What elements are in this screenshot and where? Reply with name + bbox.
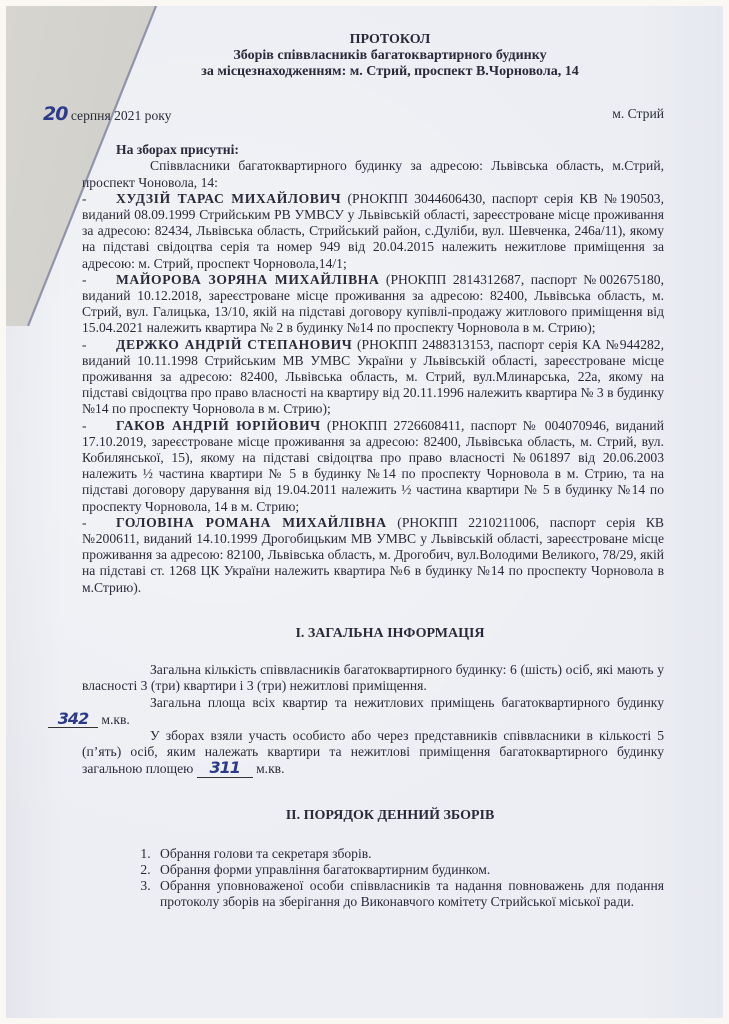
agenda-list	[116, 846, 664, 911]
person-entry	[82, 418, 664, 515]
document-body	[43, 32, 665, 911]
section-2-heading: ІІ. ПОРЯДОК ДЕННИЙ ЗБОРІВ	[285, 807, 495, 823]
agenda-item: 2. Обрання форми управління багатоквартирним будинком.	[154, 862, 664, 878]
person-dash: -	[82, 514, 87, 530]
persons-list	[82, 191, 664, 596]
doc-subtitle-1: Зборів співвласників багатоквартирного будинку	[233, 48, 547, 63]
section-1-paragraph-3	[82, 728, 664, 778]
participants-text: У зборах взяли участь особисто або через представників співвласники в кількості 5 (п’ять) осіб, яким належать квартири та нежитлові приміщення багатоквартирного будинку загальною площею	[82, 727, 664, 777]
section-1-paragraph-2	[57, 694, 664, 728]
person-name: МАЙОРОВА ЗОРЯНА МИХАЙЛІВНА	[116, 271, 380, 287]
participants-area-unit: м.кв.	[256, 761, 285, 777]
person-details: (РНОКПП 3044606430, паспорт серія КВ №190503, виданий 08.09.1999 Стрийським РВ УМВСУ у Львівській області, зареєстроване місце проживання за адресою: 82434, Львівська область, Стрийський район, с.Дуліби, вул. Шевченка, 246а/11), якому на підставі свідоцтва серія та номер 949 від 20.04.2015 належить нежитлове приміщення за адресою: м. Стрий, проспект Чорновола,14/1;	[82, 190, 664, 271]
person-entry	[82, 337, 664, 418]
person-name: ДЕРЖКО АНДРІЙ СТЕПАНОВИЧ	[116, 336, 353, 352]
person-name: ХУДЗІЙ ТАРАС МИХАЙЛОВИЧ	[116, 190, 342, 206]
person-dash: -	[82, 271, 87, 287]
person-details: (РНОКПП 2726608411, паспорт № 004070946, виданий 17.10.2019, зареєстроване місце проживання за адресою: 82400, Львівська область, м. Стрий, вул. Кобилянської, 15), якому на підставі свідоцтва про право власності №061897 від 20.06.2003 належить ½ частина квартири № 5 в будинку №14 по проспекту Чорновола в м. Стрию, та на підставі договору дарування від 19.04.2011 належить ½ частина квартири № 5 в будинку №14 по проспекту Чорновола, 14 в м. Стрию;	[82, 417, 664, 514]
participants-area-value: 311	[197, 760, 253, 777]
person-details: (РНОКПП 2488313153, паспорт серія КА №944282, виданий 10.11.1998 Стрийським МВ УМВС України у Львівській області, зареєстроване місце проживання за адресою: 82400, Львівська область, м. Стрий, вул.Млинарська, 22а, якому на підставі свідоцтва про право власності на квартиру від 20.11.1996 належить квартира № 3 в будинку №14 по проспекту Чорновола в м. Стрию);	[82, 336, 664, 417]
date-city: м. Стрий	[612, 106, 664, 121]
present-heading: На зборах присутні:	[116, 142, 239, 158]
person-entry	[82, 191, 664, 272]
person-dash: -	[82, 417, 87, 433]
person-name: ГОЛОВІНА РОМАНА МИХАЙЛІВНА	[116, 514, 387, 530]
total-area-text: Загальна площа всіх квартир та нежитлових приміщень багатоквартирного будинку	[150, 694, 664, 710]
person-name: ГАКОВ АНДРІЙ ЮРІЙОВИЧ	[116, 417, 321, 433]
total-area-value: 342	[48, 711, 98, 728]
doc-subtitle-2: за місцезнаходженням: м. Стрий, проспект В.Чорновола, 14	[201, 64, 579, 79]
handwritten-day: 20	[43, 103, 68, 125]
agenda-item: 3. Обрання уповноваженої особи співвласників та надання повноважень для подання протоколу зборів на зберігання до Виконавчого комітету Стрийської міської ради.	[154, 878, 664, 910]
section-1-paragraph-1: Загальна кількість співвласників багатоквартирного будинку: 6 (шість) осіб, які мають у власності 3 (три) квартири і 3 (три) нежитлові приміщення.	[82, 662, 664, 694]
section-1-heading: І. ЗАГАЛЬНА ІНФОРМАЦІЯ	[295, 625, 485, 641]
doc-title: ПРОТОКОЛ	[349, 32, 431, 47]
person-dash: -	[82, 190, 87, 206]
person-dash: -	[82, 336, 87, 352]
agenda-item: 1. Обрання голови та секретаря зборів.	[154, 846, 664, 862]
date-month-year: серпня 2021 року	[70, 108, 172, 123]
total-area-unit: м.кв.	[101, 711, 130, 727]
person-details: (РНОКПП 2210211006, паспорт серія КВ №200611, виданий 14.10.1999 Дрогобицьким МВ УМВС у Львівській області, зареєстроване місце проживання за адресою: 82100, Львівська область, м. Дрогобич, вул.Володими Великого, 78/29, якій на підставі ст. 1268 ЦК України належить квартира №6 в будинку №14 по проспекту Чорновола в м.Стрию).	[82, 514, 665, 595]
present-intro: Співвласники багатоквартирного будинку за адресою: Львівська область, м.Стрий, проспект Чоновола, 14:	[82, 158, 664, 190]
person-entry	[82, 272, 664, 337]
person-entry	[82, 515, 664, 596]
date	[21, 103, 172, 125]
date-line	[43, 103, 664, 125]
person-details: (РНОКПП 2814312687, паспорт №002675180, виданий 10.12.2018, зареєстроване місце проживання за адресою: 82400, Львівська область, м. Стрий, вул. Галицька, 13/10, якій на підставі договору купівлі-продажу житлового приміщення від 15.04.2021 належить квартира № 2 в будинку №14 по проспекту Чорновола в м. Стрию);	[82, 271, 664, 336]
